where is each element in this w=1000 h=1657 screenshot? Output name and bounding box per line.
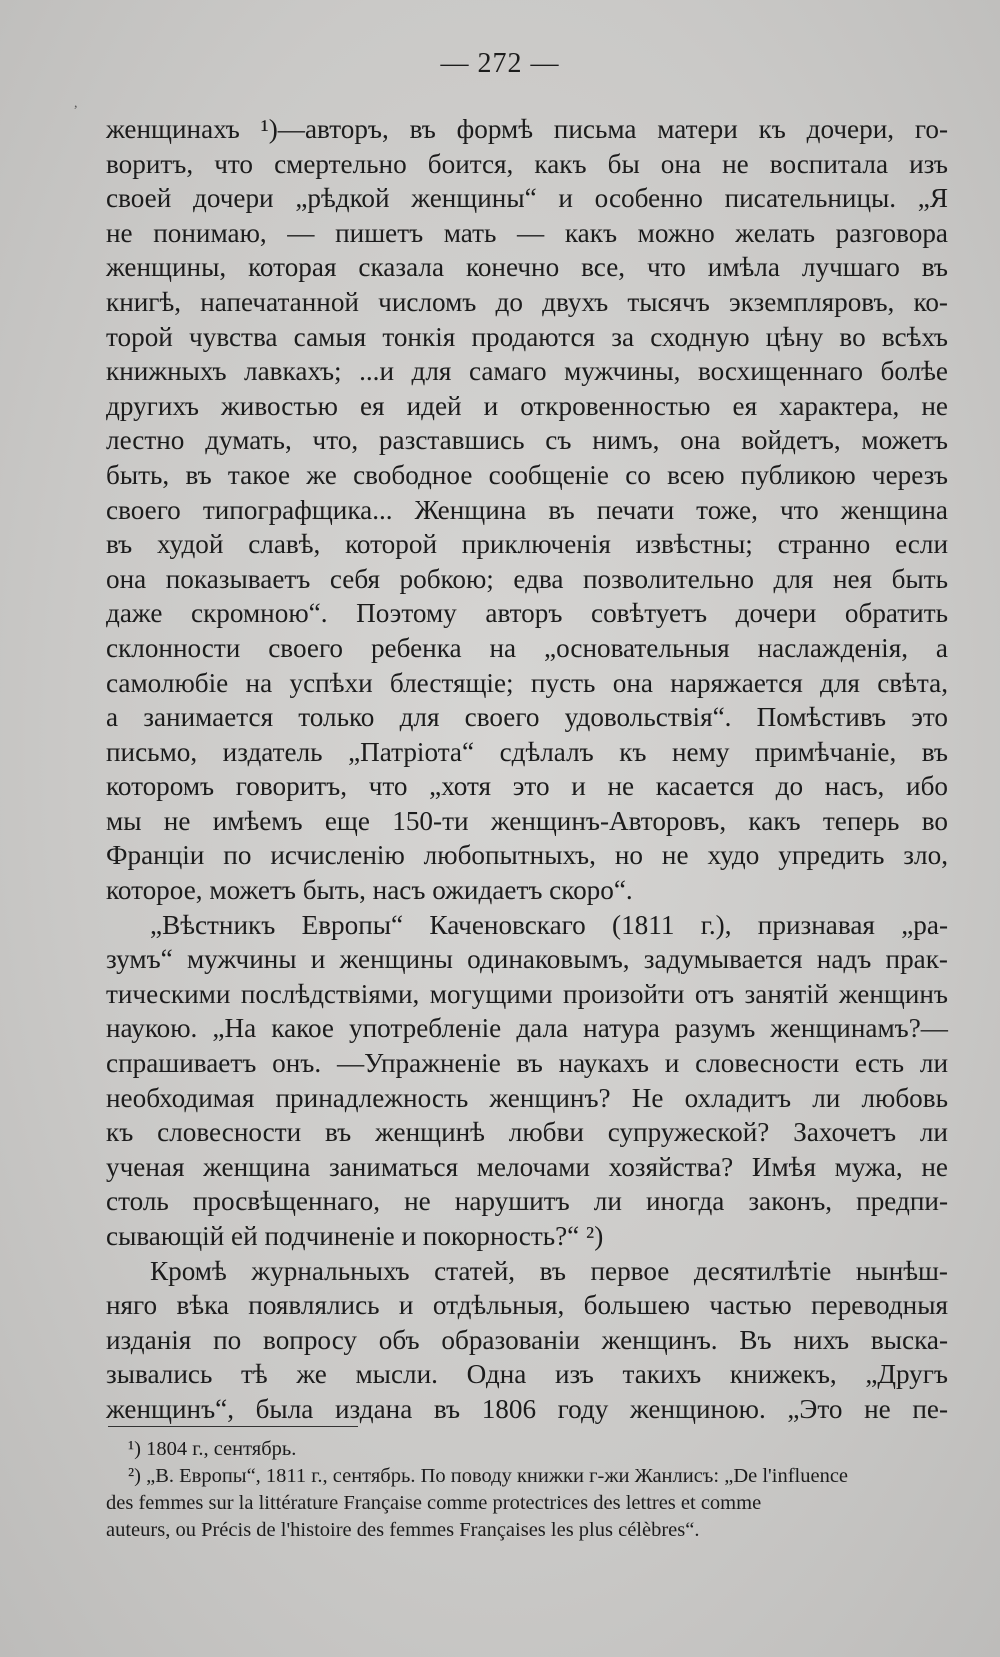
page-number: — 272 — (440, 48, 560, 79)
text-line: Кромѣ журнальныхъ статей, въ первое десятилѣтіе нынѣш- (150, 1255, 948, 1286)
footnotes (106, 1436, 948, 1544)
text-line: своей дочери „рѣдкой женщины“ и особенно писательницы. „Я (106, 183, 948, 214)
text-line: необходимая принадлежность женщинъ? Не охладитъ ли любовь (106, 1082, 948, 1113)
text-line: изданія по вопросу объ образованіи женщинъ. Въ нихъ выска- (106, 1324, 948, 1355)
text-line: торой чувства самыя тонкія продаются за сходную цѣну во всѣхъ (106, 321, 948, 352)
text-line: которомъ говоритъ, что „хотя это и не касается до насъ, ибо (106, 771, 948, 802)
text-line: женщины, которая сказала конечно все, что имѣла лучшаго въ (106, 252, 948, 283)
text-line: зумъ“ мужчины и женщины одинаковымъ, задумывается надъ прак- (106, 944, 948, 975)
text-line: тическими послѣдствіями, могущими произойти отъ занятій женщинъ (106, 978, 948, 1009)
text-line: женщинахъ ¹)—авторъ, въ формѣ письма матери къ дочери, го- (106, 114, 948, 144)
text-line: сывающій ей подчиненіе и покорность?“ ²) (106, 1221, 604, 1251)
paragraph-1 (106, 112, 948, 908)
text-line: не понимаю, — пишетъ мать — какъ можно желать разговора (106, 217, 948, 248)
main-text (106, 112, 948, 1427)
text-line: столь просвѣщеннаго, не нарушитъ ли иногда законъ, предпи- (106, 1186, 948, 1217)
footnote-1: ¹) 1804 г., сентябрь. (128, 1438, 297, 1460)
text-line: няго вѣка появлялись и отдѣльныя, большею частью переводныя (106, 1290, 948, 1321)
footnote-2-line: ²) „В. Европы“, 1811 г., сентябрь. По поводу книжки г-жи Жанлисъ: „De l'influence (128, 1465, 849, 1487)
text-line: наукою. „На какое употребленіе дала натура разумъ женщинамъ?— (106, 1013, 948, 1044)
text-line: воритъ, что смертельно боится, какъ бы она не воспитала изъ (106, 148, 948, 179)
footnote-2-line: des femmes sur la littérature Française comme protectrices des lettres et comme (106, 1492, 762, 1514)
footnote-divider (108, 1426, 358, 1427)
paragraph-2 (106, 908, 948, 1254)
text-line: мы не имѣемъ еще 150-ти женщинъ-Авторовъ, какъ теперь во (106, 805, 948, 836)
text-line: лестно думать, что, разставшись съ нимъ, она войдетъ, можетъ (106, 425, 948, 456)
text-line: книгѣ, напечатанной числомъ до двухъ тысячъ экземпляровъ, ко- (106, 286, 948, 317)
text-line: къ словесности въ женщинѣ любви супружеской? Захочетъ ли (106, 1117, 948, 1148)
text-line: письмо, издатель „Патріота“ сдѣлалъ къ нему примѣчаніе, въ (106, 736, 948, 767)
text-line: Франціи по исчисленію любопытныхъ, но не худо упредить зло, (106, 840, 948, 871)
margin-mark: , (74, 96, 78, 111)
text-line: самолюбіе на успѣхи блестящіе; пусть она наряжается для свѣта, (106, 667, 948, 698)
text-line: ученая женщина заниматься мелочами хозяйства? Имѣя мужа, не (106, 1151, 948, 1182)
text-line: своего типографщика... Женщина въ печати тоже, что женщина (106, 494, 948, 525)
text-line: въ худой славѣ, которой приключенія извѣстны; странно если (106, 529, 948, 560)
text-line: женщинъ“, была издана въ 1806 году женщиною. „Это не пе- (106, 1393, 948, 1424)
text-line: даже скромною“. Поэтому авторъ совѣтуетъ дочери обратить (106, 598, 948, 629)
text-line: спрашиваетъ онъ. —Упражненіе въ наукахъ и словесности есть ли (106, 1048, 948, 1079)
text-line: быть, въ такое же свободное сообщеніе со всею публикою черезъ (106, 459, 948, 490)
text-line: она показываетъ себя робкою; едва позволительно для нея быть (106, 563, 948, 594)
text-line: „Вѣстникъ Европы“ Каченовскаго (1811 г.), признавая „ра- (150, 909, 948, 940)
footnote-2-line: auteurs, ou Précis de l'histoire des femmes Françaises les plus célèbres“. (106, 1519, 700, 1541)
text-line: другихъ живостью ея идей и откровенностью ея характера, не (106, 390, 948, 421)
text-line: зывались тѣ же мысли. Одна изъ такихъ книжекъ, „Другъ (106, 1359, 948, 1390)
paragraph-3 (106, 1254, 948, 1427)
text-line: которое, можетъ быть, насъ ожидаетъ скоро“. (106, 875, 633, 906)
text-line: а занимается только для своего удовольствія“. Помѣстивъ это (106, 702, 948, 733)
text-line: книжныхъ лавкахъ; ...и для самаго мужчины, восхищеннаго болѣе (106, 356, 948, 387)
text-line: склонности своего ребенка на „основательныя наслажденія, а (106, 632, 948, 663)
